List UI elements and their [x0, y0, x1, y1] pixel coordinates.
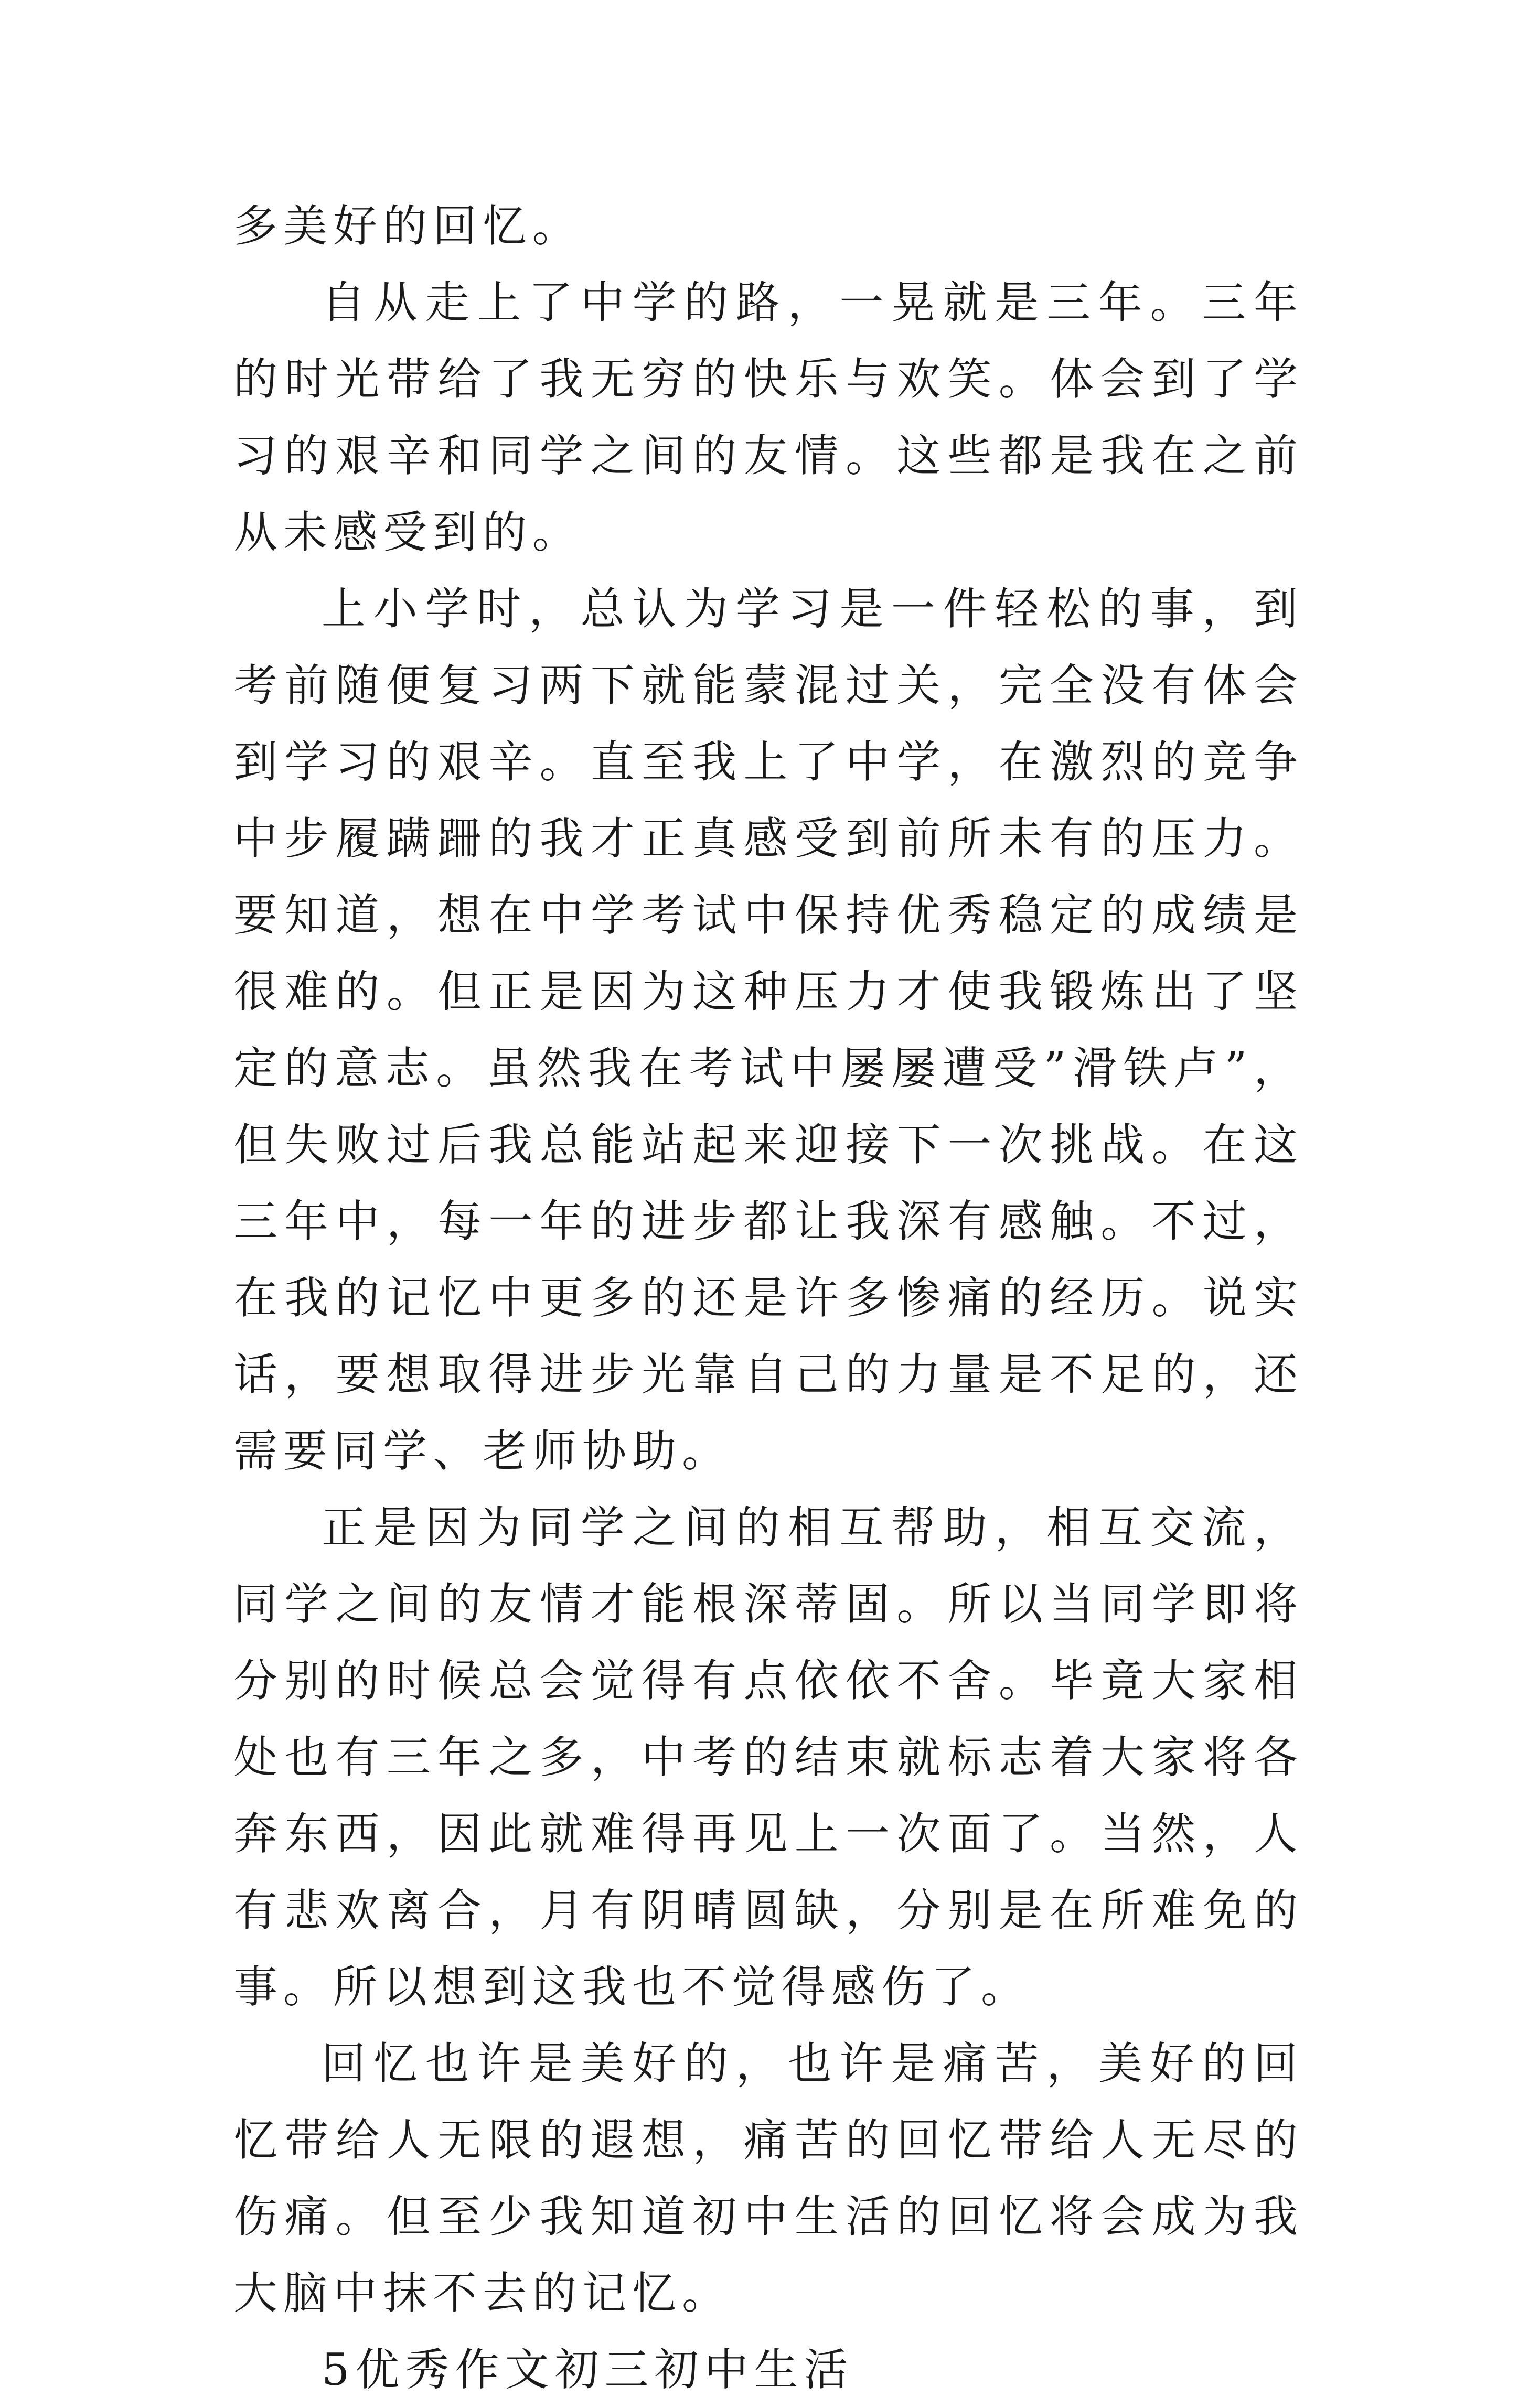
paragraph-memories: 回忆也许是美好的，也许是痛苦，美好的回忆带给人无限的遐想，痛苦的回忆带给人无尽的伤痛。但至少我知道初中生活的回忆将会成为我大脑中抹不去的记忆。	[233, 2038, 1303, 2319]
paragraph-friendship: 正是因为同学之间的相互帮助，相互交流，同学之间的友情才能根深蒂固。所以当同学即将分别的时候总会觉得有点依依不舍。毕竟大家相处也有三年之多，中考的结束就标志着大家将各奔东西，因此就难得再见上一次面了。当然，人有悲欢离合，月有阴晴圆缺，分别是在所难免的事。所以想到这我也不觉得感伤了。	[233, 1502, 1303, 2013]
paragraph-middle-school-start: 自从走上了中学的路，一晃就是三年。三年的时光带给了我无穷的快乐与欢笑。体会到了学习的艰辛和同学之间的友情。这些都是我在之前从未感受到的。	[233, 277, 1303, 558]
paragraph-study-hardship: 上小学时，总认为学习是一件轻松的事，到考前随便复习两下就能蒙混过关，完全没有体会到学习的艰辛。直至我上了中学，在激烈的竞争中步履蹒跚的我才正真感受到前所未有的压力。要知道，想在中学考试中保持优秀稳定的成绩是很难的。但正是因为这种压力才使我锻炼出了坚定的意志。虽然我在考试中屡屡遭受”滑铁卢”，但失败过后我总能站起来迎接下一次挑战。在这三年中，每一年的进步都让我深有感触。不过，在我的记忆中更多的还是许多惨痛的经历。说实话，要想取得进步光靠自己的力量是不足的，还需要同学、老师协助。	[233, 583, 1303, 1477]
next-essay-title: 5优秀作文初三初中生活	[322, 2344, 854, 2395]
essay-body	[233, 188, 1303, 2408]
paragraph-continuation: 多美好的回忆。	[233, 200, 583, 252]
